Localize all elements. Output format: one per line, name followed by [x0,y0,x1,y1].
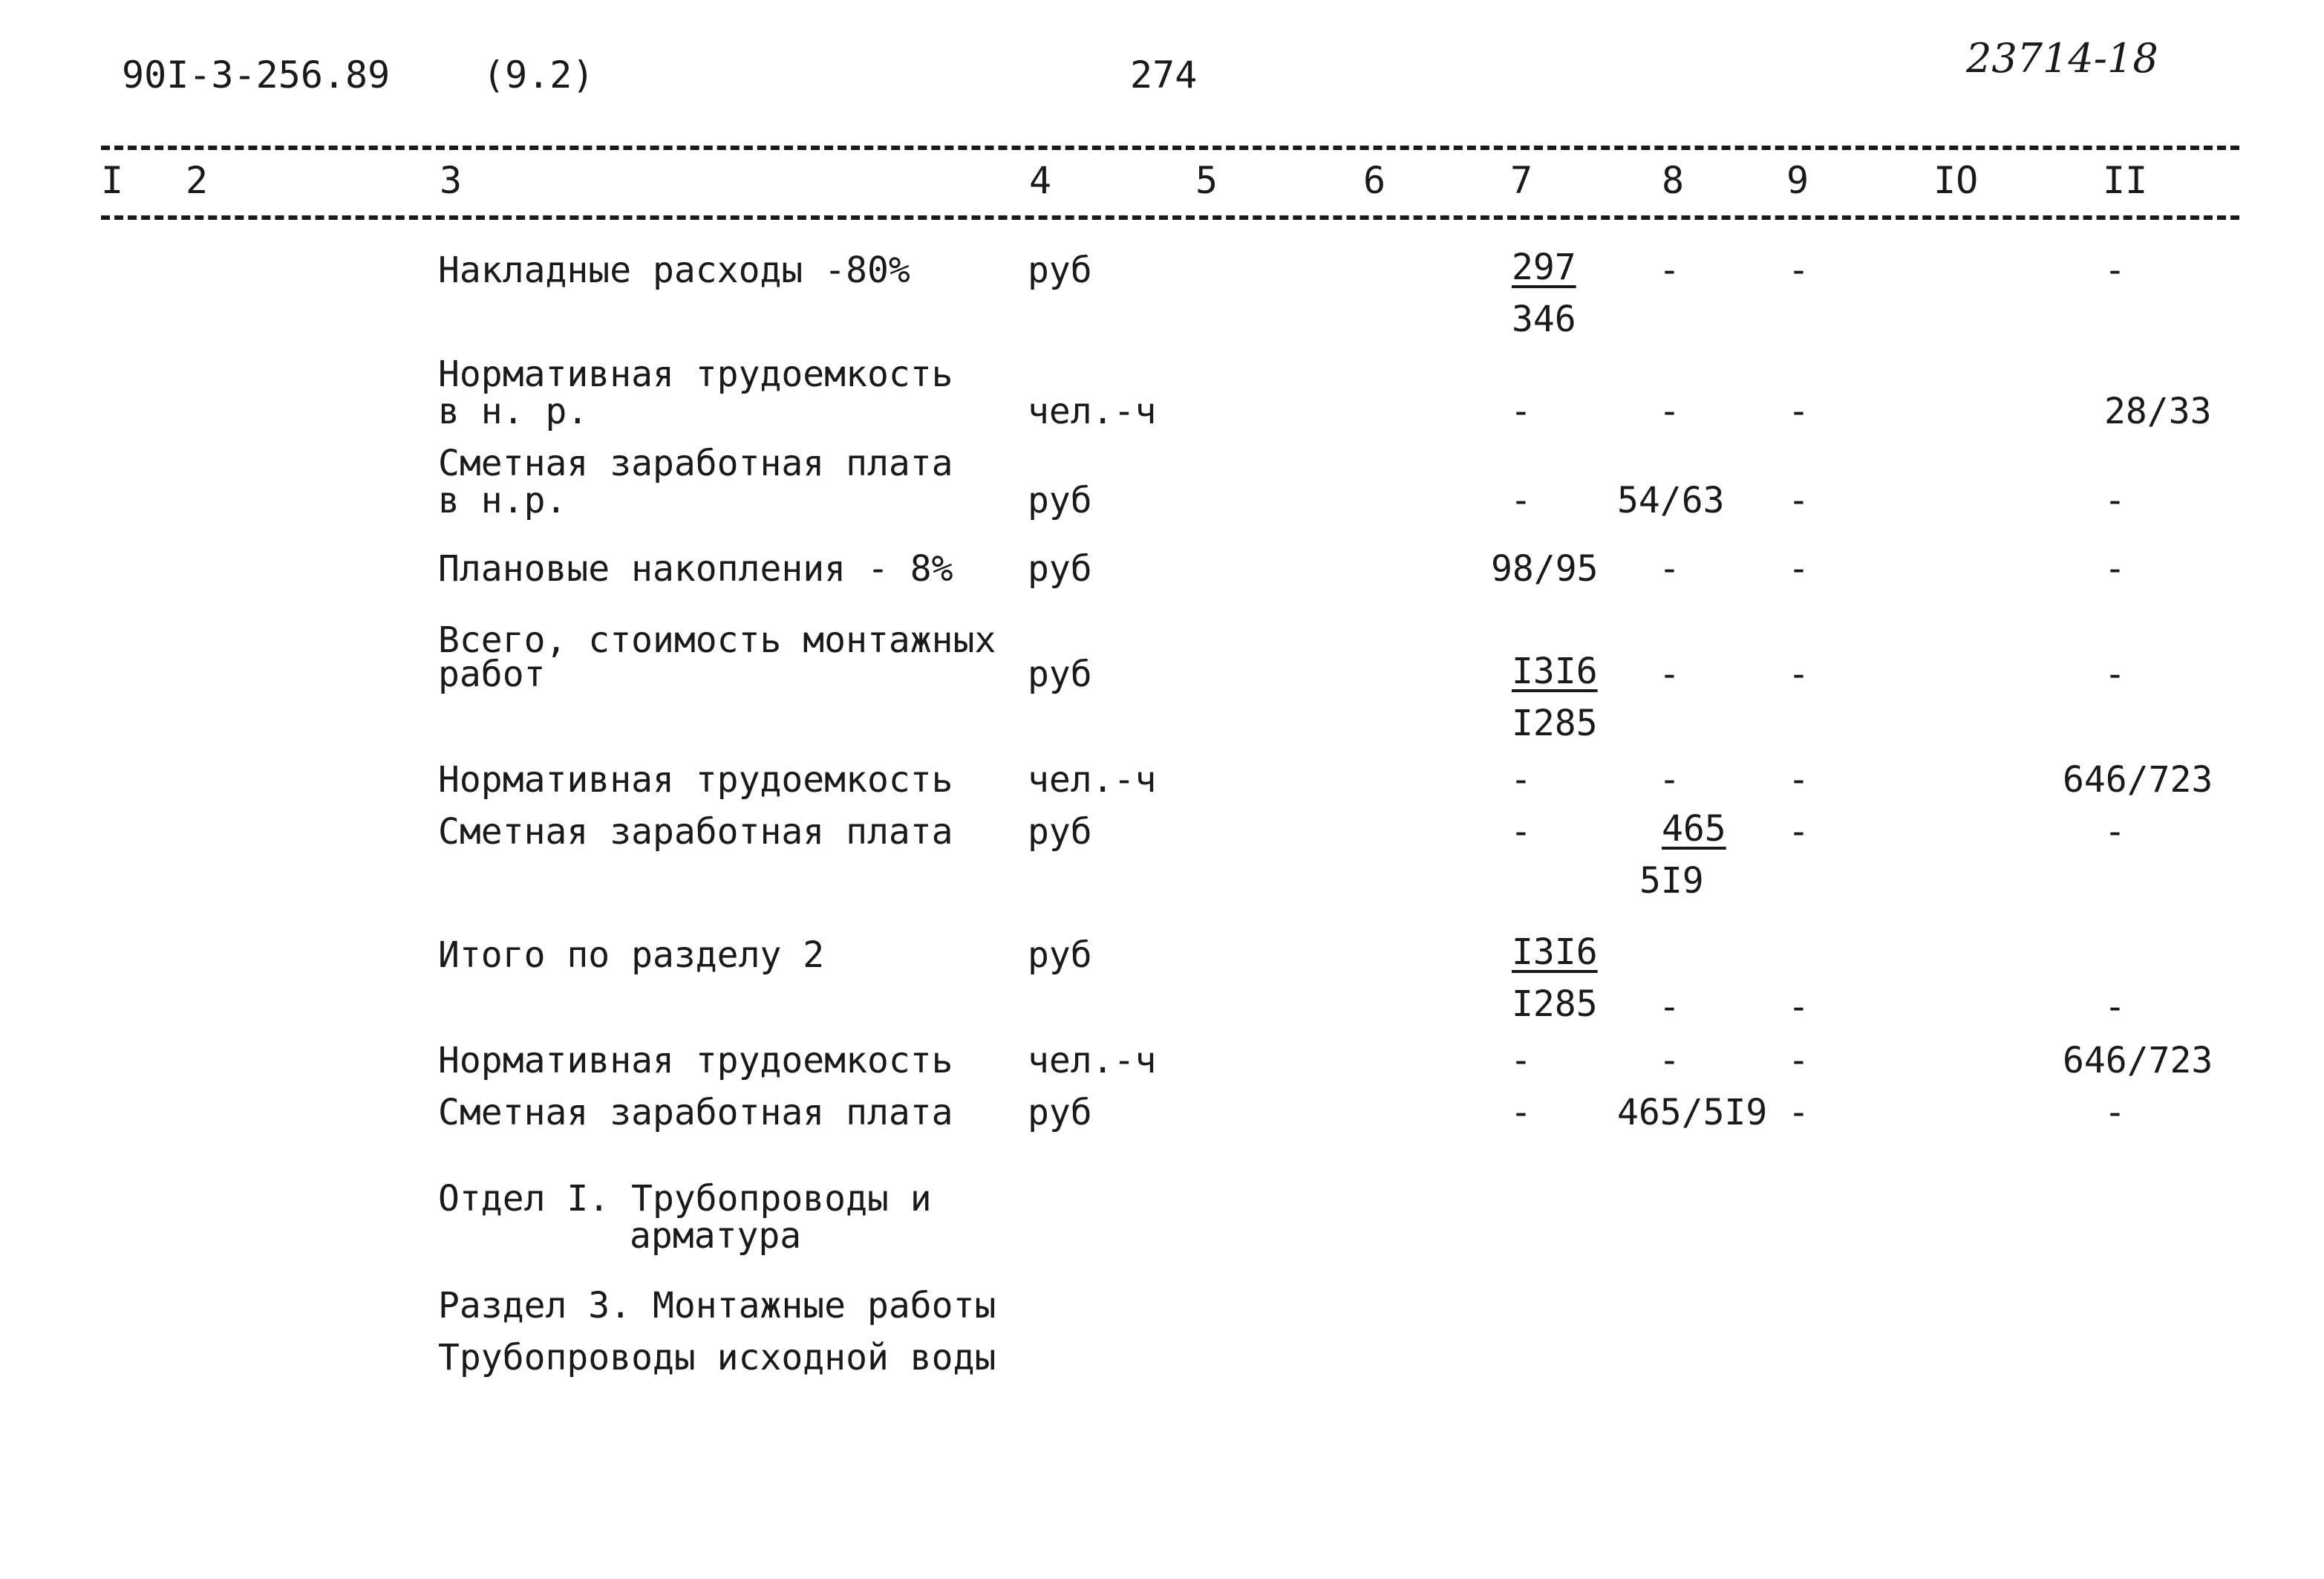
row-labor-norm-name: Нормативная трудоемкость [438,759,953,801]
row-wage-col9: - [1788,811,1809,853]
row-total-install-col9: - [1788,654,1809,695]
row-section-total-col8: - [1659,986,1680,1028]
row-labor-norm-nr-col8: - [1659,391,1680,432]
header-rule-bottom [101,215,2239,220]
row-labor-norm-2-name: Нормативная трудоемкость [438,1040,953,1081]
row-overhead-col7-bottom: 346 [1512,299,1576,340]
row-labor-norm-nr-col9: - [1788,391,1809,432]
column-header-7: 7 [1510,159,1533,202]
column-header-3: 3 [440,159,463,202]
row-wage-col8 [1639,808,1726,902]
row-overhead-col9: - [1788,250,1809,291]
page-number: 274 [1130,53,1198,97]
row-wage-nr-col11: - [2104,480,2126,521]
row-labor-norm-2-col7: - [1510,1040,1532,1081]
row-planned-savings-col9: - [1788,548,1809,590]
row-wage-col8-top: 465 [1662,808,1726,850]
row-labor-norm-col9: - [1788,759,1809,801]
row-planned-savings-col7: 98/95 [1491,548,1599,590]
row-planned-savings-col11: - [2104,548,2126,590]
column-header-2: 2 [186,159,209,202]
row-wage-2-unit: руб [1028,1092,1092,1133]
row-labor-norm-2-col9: - [1788,1040,1809,1081]
row-total-install-col7-top: I3I6 [1512,651,1598,692]
row-total-install-col7 [1512,651,1598,744]
row-labor-norm-col8: - [1659,759,1680,801]
row-labor-norm-nr-name-2: в н. р. [438,391,589,432]
row-section-total-col11: - [2104,986,2126,1028]
row-wage-col7: - [1510,811,1532,853]
row-wage-2-col7: - [1510,1092,1532,1133]
row-total-install-unit: руб [1028,654,1092,695]
row-labor-norm-2-col8: - [1659,1040,1680,1081]
row-planned-savings-col8: - [1659,548,1680,590]
row-total-install-col7-bottom: I285 [1512,703,1598,744]
row-total-install-name-1: Всего, стоимость монтажных [438,619,996,661]
row-overhead-col7 [1512,247,1576,340]
row-overhead-col11: - [2104,250,2126,291]
row-wage-col8-bottom: 5I9 [1639,860,1704,902]
row-section-total-name: Итого по разделу 2 [438,934,825,976]
row-wage-nr-col7: - [1510,480,1532,521]
row-wage-name: Сметная заработная плата [438,811,953,853]
row-labor-norm-nr-name-1: Нормативная трудоемкость [438,354,953,395]
row-planned-savings-name: Плановые накопления - 8% [438,548,953,590]
row-overhead-name: Накладные расходы -80% [438,250,910,291]
row-wage-col11: - [2104,811,2126,853]
row-labor-norm-2-unit: чел.-ч [1028,1040,1157,1081]
row-labor-norm-col11: 646/723 [2063,759,2213,801]
row-labor-norm-nr-unit: чел.-ч [1028,391,1157,432]
row-wage-nr-name-2: в н.р. [438,480,567,521]
row-overhead-col8: - [1659,250,1680,291]
section-heading: Раздел 3. Монтажные работы [438,1285,996,1326]
row-section-total-col7-top: I3I6 [1512,931,1598,973]
row-section-total-col7 [1512,931,1598,1025]
row-section-total-col9: - [1788,986,1809,1028]
column-header-4: 4 [1029,159,1052,202]
row-labor-norm-nr-col7: - [1510,391,1532,432]
row-section-total-col7-bottom: I285 [1512,983,1598,1025]
department-heading-line2: арматура [630,1215,802,1257]
column-header-8: 8 [1662,159,1685,202]
column-header-6: 6 [1363,159,1386,202]
row-wage-nr-col8: 54/63 [1617,480,1725,521]
row-labor-norm-unit: чел.-ч [1028,759,1157,801]
row-wage-nr-col9: - [1788,480,1809,521]
row-labor-norm-nr-col11: 28/33 [2104,391,2212,432]
header-rule-top [101,146,2239,150]
row-wage-2-col8: 465/5I9 [1617,1092,1768,1133]
row-wage-2-col9: - [1788,1092,1809,1133]
row-section-total-unit: руб [1028,934,1092,976]
row-labor-norm-col7: - [1510,759,1532,801]
row-overhead-unit: руб [1028,250,1092,291]
column-header-11: II [2103,159,2148,202]
handwritten-stamp: 23714-18 [1966,35,2158,82]
row-wage-2-name: Сметная заработная плата [438,1092,953,1133]
row-total-install-col11: - [2104,654,2126,695]
row-total-install-name-2: работ [438,654,546,695]
column-header-9: 9 [1786,159,1809,202]
row-wage-unit: руб [1028,811,1092,853]
row-wage-nr-name-1: Сметная заработная плата [438,443,953,484]
row-overhead-col7-top: 297 [1512,247,1576,288]
row-wage-2-col11: - [2104,1092,2126,1133]
subsection-heading: Трубопроводы исходной воды [438,1337,996,1378]
document-code: 90I-3-256.89 [122,53,391,97]
department-heading-line1: Отдел I. Трубопроводы и [438,1178,932,1220]
column-header-10: IO [1933,159,1979,202]
column-header-5: 5 [1195,159,1218,202]
row-planned-savings-unit: руб [1028,548,1092,590]
column-header-1: I [101,159,124,202]
row-wage-nr-unit: руб [1028,480,1092,521]
row-total-install-col8: - [1659,654,1680,695]
section-number: (9.2) [483,53,595,97]
row-labor-norm-2-col11: 646/723 [2063,1040,2213,1081]
